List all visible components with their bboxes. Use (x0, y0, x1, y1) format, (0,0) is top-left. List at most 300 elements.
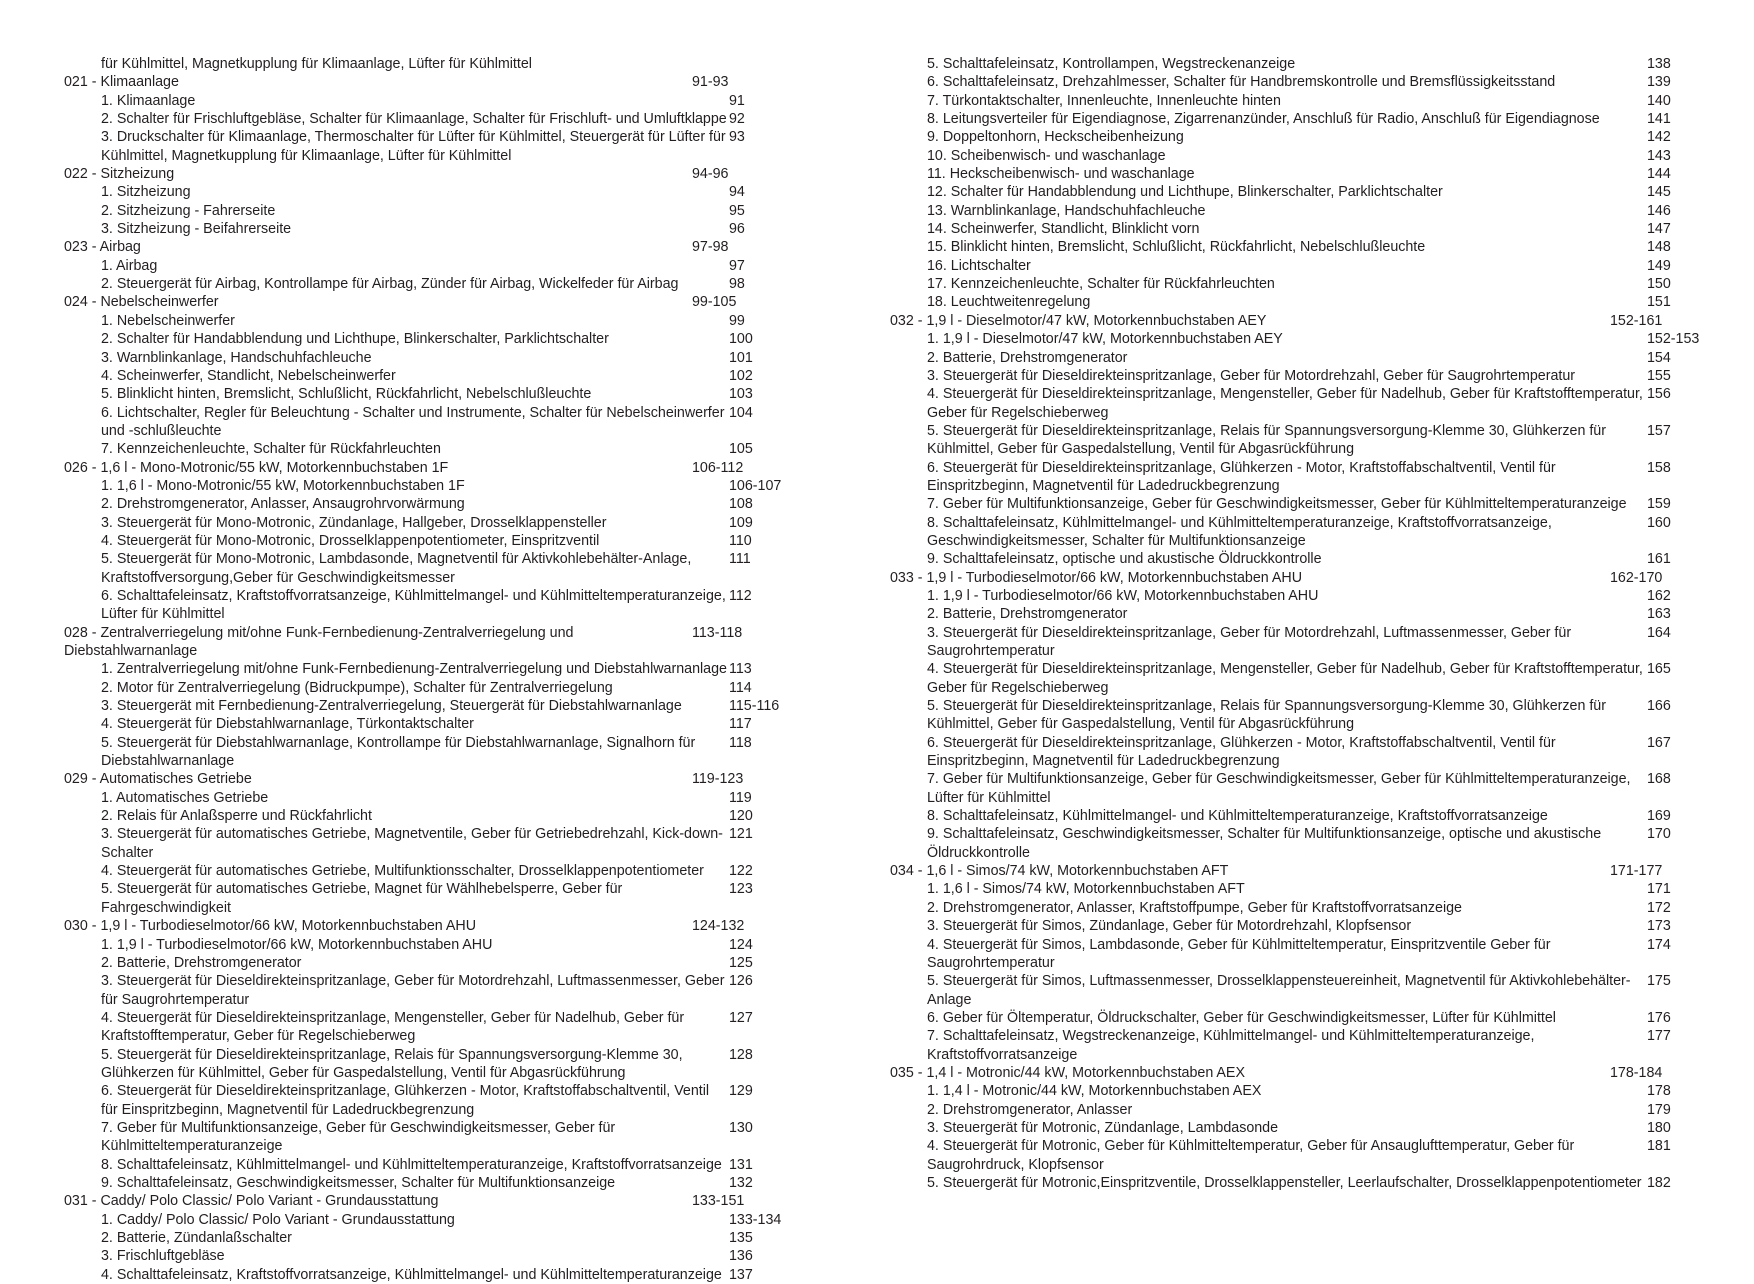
toc-entry-label: 5. Steuergerät für automatisches Getriebe, Magnet für Wählhebelsperre, Geber für Fahrgeschwindigkeit (101, 881, 623, 916)
toc-entry[interactable] (64, 550, 810, 587)
toc-column-left (0, 55, 810, 1284)
toc-entry-label: 1. Automatisches Getriebe (101, 789, 269, 806)
toc-entry-pages: 160 (1647, 514, 1671, 531)
toc-entry-pages: 178 (1647, 1083, 1671, 1100)
toc-entry[interactable] (890, 1174, 1754, 1192)
toc-entry[interactable] (64, 972, 810, 1009)
toc-entry-pages: 173 (1647, 918, 1671, 935)
toc-entry-pages: 145 (1647, 184, 1671, 201)
toc-entry-pages: 108 (729, 496, 753, 513)
toc-entry-label: 7. Kennzeichenleuchte, Schalter für Rückfahrleuchten (101, 441, 441, 458)
toc-entry[interactable] (64, 1009, 810, 1046)
toc-entry-pages: 127 (729, 1009, 753, 1026)
toc-entry-pages: 175 (1647, 973, 1671, 990)
toc-entry[interactable] (64, 936, 810, 954)
toc-entry-label: 2. Batterie, Drehstromgenerator (927, 349, 1128, 366)
toc-entry-pages: 165 (1647, 661, 1671, 678)
toc-entry[interactable] (890, 697, 1754, 734)
toc-entry-pages: 122 (729, 863, 753, 880)
toc-entry-label: 034 - 1,6 l - Simos/74 kW, Motorkennbuchstaben AFT (890, 863, 1229, 880)
toc-entry-pages: 138 (1647, 56, 1671, 72)
toc-entry[interactable] (890, 367, 1754, 385)
toc-entry[interactable] (64, 734, 810, 771)
toc-entry[interactable] (890, 312, 1754, 330)
toc-entry-label: 3. Steuergerät für Mono-Motronic, Zündanlage, Hallgeber, Drosselklappensteller (101, 514, 607, 531)
toc-entry-pages: 113 (729, 661, 752, 678)
toc-entry[interactable] (64, 73, 810, 91)
toc-entry-label: 2. Drehstromgenerator, Anlasser, Ansaugrohrvorwärmung (101, 496, 465, 513)
toc-entry-label: 8. Leitungsverteiler für Eigendiagnose, Zigarrenanzünder, Anschluß für Radio, Anschluß für Eigendiagnose (927, 111, 1600, 128)
toc-entry-label: 6. Steuergerät für Dieseldirekteinspritzanlage, Glühkerzen - Motor, Kraftstoffabschaltventil, Ventil für Einspritzbeginn, Magnetventil für Ladedruckbegrenzung (927, 459, 1556, 494)
toc-entry-pages: 106-112 (692, 459, 744, 476)
toc-entry-pages: 111 (729, 551, 751, 568)
toc-entry-pages: 168 (1647, 771, 1671, 788)
toc-entry-label: 1. Nebelscheinwerfer (101, 312, 235, 329)
toc-entry[interactable] (890, 330, 1754, 348)
toc-entry-label: 1. Airbag (101, 257, 158, 274)
toc-entry[interactable] (890, 660, 1754, 697)
toc-entry[interactable] (64, 660, 810, 678)
toc-entry[interactable] (64, 587, 810, 624)
toc-entry[interactable] (64, 293, 810, 311)
toc-entry[interactable] (64, 495, 810, 513)
toc-entry[interactable] (64, 312, 810, 330)
toc-entry[interactable] (890, 734, 1754, 771)
toc-entry-pages: 124-132 (692, 918, 745, 935)
toc-entry-label: 3. Steuergerät für Dieseldirekteinspritzanlage, Geber für Motordrehzahl, Luftmassenmesser, Geber für Saugrohrtemperatur (101, 973, 725, 1008)
toc-entry-pages: 143 (1647, 147, 1671, 164)
toc-entry-label: 2. Batterie, Drehstromgenerator (927, 606, 1128, 623)
toc-entry-label: 2. Schalter für Frischluftgebläse, Schalter für Klimaanlage, Schalter für Frischluft- und Umluftklappe (101, 111, 727, 128)
toc-entry-label: 4. Scheinwerfer, Standlicht, Nebelscheinwerfer (101, 367, 396, 384)
toc-entry[interactable] (64, 770, 810, 788)
toc-entry-pages: 156 (1647, 386, 1671, 403)
toc-entry-pages: 169 (1647, 808, 1671, 825)
toc-entry-pages: 102 (729, 367, 753, 384)
toc-entry-pages: 97-98 (692, 239, 729, 256)
toc-entry-pages: 94-96 (692, 166, 729, 183)
toc-entry-label: 2. Batterie, Drehstromgenerator (101, 954, 302, 971)
toc-entry[interactable] (64, 367, 810, 385)
toc-entry-pages: 171 (1647, 881, 1671, 898)
toc-entry-pages: 163 (1647, 606, 1671, 623)
toc-entry-label: 1. Caddy/ Polo Classic/ Polo Variant - Grundausstattung (101, 1211, 455, 1228)
toc-entry[interactable] (890, 624, 1754, 661)
toc-entry-pages: 167 (1647, 734, 1671, 751)
toc-entry-pages: 103 (729, 386, 753, 403)
toc-entry-pages: 135 (729, 1230, 753, 1246)
toc-entry-pages: 96 (729, 221, 745, 238)
toc-list-right (890, 55, 1754, 1192)
toc-entry[interactable] (890, 92, 1754, 110)
toc-entry-pages: 128 (729, 1046, 753, 1063)
toc-entry[interactable] (890, 202, 1754, 220)
toc-entry-label: 3. Steuergerät mit Fernbedienung-Zentralverriegelung, Steuergerät für Diebstahlwarnanlage (101, 698, 682, 715)
toc-entry-pages: 119 (729, 789, 752, 806)
toc-entry-pages: 158 (1647, 459, 1671, 476)
toc-entry[interactable] (64, 514, 810, 532)
toc-entry-pages: 101 (729, 349, 753, 366)
toc-entry-label: 3. Frischluftgebläse (101, 1248, 225, 1265)
toc-entry-label: 4. Steuergerät für Motronic, Geber für Kühlmitteltemperatur, Geber für Ansauglufttemperatur, Geber für Saugrohrdruck, Klopfsensor (927, 1138, 1575, 1173)
toc-entry[interactable] (64, 807, 810, 825)
toc-entry-label: 7. Geber für Multifunktionsanzeige, Geber für Geschwindigkeitsmesser, Geber für Kühlmitteltemperaturanzeige (927, 496, 1627, 513)
toc-entry[interactable] (64, 1247, 810, 1265)
toc-entry-label: 6. Schalttafeleinsatz, Kraftstoffvorratsanzeige, Kühlmittelmangel- und Kühlmitteltemperaturanzeige, Lüfter für Kühlmittel (101, 587, 726, 623)
toc-entry[interactable] (890, 220, 1754, 238)
toc-entry[interactable] (890, 165, 1754, 183)
toc-entry-label: 14. Scheinwerfer, Standlicht, Blinklicht vorn (927, 221, 1200, 238)
toc-entry-label: 15. Blinklicht hinten, Bremslicht, Schlußlicht, Rückfahrlicht, Nebelschlußleuchte (927, 239, 1426, 256)
toc-entry-pages: 166 (1647, 698, 1671, 715)
toc-entry-label: 1. 1,9 l - Turbodieselmotor/66 kW, Motorkennbuchstaben AHU (101, 936, 493, 953)
toc-entry-label: 12. Schalter für Handabblendung und Lichthupe, Blinkerschalter, Parklichtschalter (927, 184, 1443, 201)
toc-entry[interactable] (64, 385, 810, 403)
toc-entry-label: 031 - Caddy/ Polo Classic/ Polo Variant - Grundausstattung (64, 1193, 439, 1210)
toc-entry[interactable] (890, 587, 1754, 605)
toc-entry[interactable] (890, 862, 1754, 880)
toc-entry-pages: 176 (1647, 1009, 1671, 1026)
toc-entry[interactable] (890, 807, 1754, 825)
toc-entry-label: 2. Drehstromgenerator, Anlasser (927, 1101, 1133, 1118)
toc-entry[interactable] (64, 275, 810, 293)
toc-entry-label: 5. Steuergerät für Simos, Luftmassenmesser, Drosselklappensteuereinheit, Magnetventil für Aktivkohlebehälter-Anlage (927, 973, 1631, 1008)
toc-entry[interactable] (64, 1174, 810, 1192)
toc-entry[interactable] (64, 202, 810, 220)
toc-entry-pages: 92 (729, 111, 745, 128)
toc-entry-label: 4. Steuergerät für Simos, Lambdasonde, Geber für Kühlmitteltemperatur, Einspritzventile Geber für Saugrohrtemperatur (927, 936, 1551, 971)
toc-entry[interactable] (64, 880, 810, 917)
toc-entry-label: 4. Steuergerät für Diebstahlwarnanlage, Türkontaktschalter (101, 716, 474, 733)
toc-entry[interactable] (890, 569, 1754, 587)
toc-entry[interactable] (64, 789, 810, 807)
toc-entry-label: 2. Steuergerät für Airbag, Kontrollampe für Airbag, Zünder für Airbag, Wickelfeder für Airbag (101, 276, 679, 293)
toc-entry[interactable] (64, 183, 810, 201)
toc-entry-label: 9. Schalttafeleinsatz, Geschwindigkeitsmesser, Schalter für Multifunktionsanzeige (101, 1174, 616, 1191)
toc-entry-pages: 115-116 (729, 698, 780, 715)
toc-entry-label: 3. Warnblinkanlage, Handschuhfachleuche (101, 349, 372, 366)
toc-entry-label: 8. Schalttafeleinsatz, Kühlmittelmangel- und Kühlmitteltemperaturanzeige, Kraftstoffvorratsanzeige, Geschwindigkeitsmesser, Schalter für Multifunktionsanzeige (927, 514, 1552, 549)
toc-entry-pages: 91-93 (692, 74, 729, 91)
toc-entry-label: 4. Steuergerät für Mono-Motronic, Drosselklappenpotentiometer, Einspritzventil (101, 532, 600, 549)
toc-entry-pages: 112 (729, 587, 752, 604)
toc-entry-label: 030 - 1,9 l - Turbodieselmotor/66 kW, Motorkennbuchstaben AHU (64, 918, 477, 935)
toc-entry-pages: 110 (729, 532, 752, 549)
toc-entry-pages: 146 (1647, 202, 1671, 219)
toc-entry-pages: 97 (729, 257, 745, 274)
toc-entry[interactable] (64, 92, 810, 110)
toc-entry[interactable] (890, 880, 1754, 898)
toc-entry[interactable] (64, 330, 810, 348)
toc-entry-pages: 129 (729, 1083, 753, 1100)
toc-entry-label: 9. Schalttafeleinsatz, optische und akustische Öldruckkontrolle (927, 551, 1322, 568)
toc-entry-label: 16. Lichtschalter (927, 257, 1031, 274)
toc-entry[interactable] (890, 238, 1754, 256)
toc-entry-label: 3. Steuergerät für Dieseldirekteinspritzanlage, Geber für Motordrehzahl, Geber für Saugrohrtemperatur (927, 367, 1576, 384)
toc-entry[interactable] (890, 495, 1754, 513)
toc-entry-label: 6. Steuergerät für Dieseldirekteinspritzanlage, Glühkerzen - Motor, Kraftstoffabschaltventil, Ventil für Einspritzbeginn, Magnetventil für Ladedruckbegrenzung (101, 1083, 710, 1118)
toc-entry[interactable] (64, 1229, 810, 1247)
toc-entry[interactable] (64, 404, 810, 441)
toc-entry[interactable] (890, 770, 1754, 807)
toc-entry-pages: 159 (1647, 496, 1671, 513)
toc-entry[interactable] (64, 238, 810, 256)
toc-entry-label: 5. Blinklicht hinten, Bremslicht, Schlußlicht, Rückfahrlicht, Nebelschlußleuchte (101, 386, 592, 403)
toc-entry-pages: 105 (729, 441, 753, 458)
toc-entry[interactable] (890, 917, 1754, 935)
toc-entry-label: 5. Steuergerät für Motronic,Einspritzventile, Drosselklappensteller, Leerlaufschalter, Drosselklappenpotentiometer (927, 1174, 1642, 1191)
toc-entry[interactable] (890, 1009, 1754, 1027)
toc-entry-pages: 171-177 (1610, 863, 1663, 880)
toc-entry-label: 2. Sitzheizung - Fahrerseite (101, 202, 276, 219)
toc-entry-label: 6. Geber für Öltemperatur, Öldruckschalter, Geber für Geschwindigkeitsmesser, Lüfter für Kühlmittel (927, 1009, 1556, 1026)
toc-entry[interactable] (64, 459, 810, 477)
toc-entry[interactable] (64, 715, 810, 733)
toc-entry-pages: 100 (729, 331, 753, 348)
toc-entry[interactable] (64, 1211, 810, 1229)
toc-entry-label: 035 - 1,4 l - Motronic/44 kW, Motorkennbuchstaben AEX (890, 1064, 1245, 1081)
toc-entry[interactable] (64, 624, 810, 661)
toc-entry-pages: 140 (1647, 92, 1671, 109)
toc-entry-label: 8. Schalttafeleinsatz, Kühlmittelmangel- und Kühlmitteltemperaturanzeige, Kraftstoffvorratsanzeige (101, 1156, 722, 1173)
toc-entry[interactable] (890, 110, 1754, 128)
toc-entry-pages: 151 (1647, 294, 1671, 311)
toc-entry-pages: 154 (1647, 349, 1671, 366)
toc-entry[interactable] (64, 349, 810, 367)
toc-entry-label: 3. Steuergerät für automatisches Getriebe, Magnetventile, Geber für Getriebedrehzahl, Kick-down-Schalter (101, 826, 723, 861)
toc-entry-label: 5. Schalttafeleinsatz, Kontrollampen, Wegstreckenanzeige (927, 56, 1296, 72)
toc-entry-label: 17. Kennzeichenleuchte, Schalter für Rückfahrleuchten (927, 276, 1275, 293)
toc-entry[interactable] (64, 477, 810, 495)
toc-entry-label: 9. Schalttafeleinsatz, Geschwindigkeitsmesser, Schalter für Multifunktionsanzeige, optische und akustische Öldruckkontrolle (927, 826, 1602, 861)
toc-entry[interactable] (890, 825, 1754, 862)
toc-entry-label: 1. Sitzheizung (101, 184, 191, 201)
toc-entry-label: 2. Batterie, Zündanlaßschalter (101, 1230, 292, 1246)
toc-entry-label: 3. Steuergerät für Dieseldirekteinspritzanlage, Geber für Motordrehzahl, Luftmassenmesser, Geber für Saugrohrtemperatur (927, 624, 1572, 659)
toc-entry-pages: 137 (729, 1266, 753, 1283)
toc-entry[interactable] (64, 862, 810, 880)
toc-entry-pages: 91 (729, 92, 745, 109)
toc-list-left (64, 55, 810, 1284)
toc-entry-label: 2. Relais für Anlaßsperre und Rückfahrlicht (101, 808, 372, 825)
toc-entry-pages: 123 (729, 881, 753, 898)
toc-entry[interactable] (890, 422, 1754, 459)
toc-entry[interactable] (890, 183, 1754, 201)
toc-entry-pages: 130 (729, 1119, 753, 1136)
toc-entry[interactable] (890, 1119, 1754, 1137)
toc-entry-label: 7. Geber für Multifunktionsanzeige, Geber für Geschwindigkeitsmesser, Geber für Kühlmitteltemperaturanzeige (101, 1119, 616, 1155)
toc-entry-pages: 141 (1647, 111, 1671, 128)
toc-entry-pages: 172 (1647, 899, 1671, 916)
toc-entry-label: 5. Steuergerät für Dieseldirekteinspritzanlage, Relais für Spannungsversorgung-Klemme 30, Glühkerzen für Kühlmittel, Geber für Gaspedalstellung, Ventil für Abgasrückführung (101, 1046, 683, 1081)
toc-entry-pages: 121 (729, 826, 753, 843)
toc-entry-pages: 133-151 (692, 1193, 745, 1210)
toc-entry-pages: 95 (729, 202, 745, 219)
toc-entry-pages: 148 (1647, 239, 1671, 256)
toc-entry-label: 8. Schalttafeleinsatz, Kühlmittelmangel- und Kühlmitteltemperaturanzeige, Kraftstoffvorratsanzeige (927, 808, 1548, 825)
toc-entry[interactable] (890, 514, 1754, 551)
toc-entry[interactable] (890, 275, 1754, 293)
toc-entry-label: 5. Steuergerät für Dieseldirekteinspritzanlage, Relais für Spannungsversorgung-Klemme 30, Glühkerzen für Kühlmittel, Geber für Gaspedalstellung, Ventil für Abgasrückführung (927, 698, 1606, 733)
toc-entry[interactable] (890, 1027, 1754, 1064)
toc-entry[interactable] (890, 257, 1754, 275)
toc-entry-pages: 125 (729, 954, 753, 971)
toc-entry-label: 7. Geber für Multifunktionsanzeige, Geber für Geschwindigkeitsmesser, Geber für Kühlmitteltemperaturanzeige, Lüfter für Kühlmittel (927, 771, 1631, 806)
toc-entry-pages: 106-107 (729, 477, 782, 494)
toc-entry-label: 4. Steuergerät für Dieseldirekteinspritzanlage, Mengensteller, Geber für Nadelhub, Geber für Kraftstofftemperatur, Geber für Regelschieberweg (927, 386, 1643, 421)
toc-entry[interactable] (64, 697, 810, 715)
toc-entry-label: 7. Schalttafeleinsatz, Wegstreckenanzeige, Kühlmittelmangel- und Kühlmitteltemperaturanzeige, Kraftstoffvorratsanzeige (927, 1028, 1535, 1063)
toc-entry-label: 1. 1,6 l - Simos/74 kW, Motorkennbuchstaben AFT (927, 881, 1245, 898)
toc-entry-pages: 162-170 (1610, 569, 1663, 586)
toc-entry[interactable] (890, 605, 1754, 623)
toc-entry[interactable] (64, 1082, 810, 1119)
toc-entry[interactable] (890, 972, 1754, 1009)
toc-entry-label: 11. Heckscheibenwisch- und waschanlage (927, 166, 1195, 183)
toc-entry[interactable] (890, 936, 1754, 973)
toc-entry[interactable] (64, 1119, 810, 1156)
toc-entry-label: 3. Steuergerät für Motronic, Zündanlage, Lambdasonde (927, 1119, 1279, 1136)
toc-entry[interactable] (64, 954, 810, 972)
toc-entry-label: 10. Scheibenwisch- und waschanlage (927, 147, 1166, 164)
toc-entry[interactable] (890, 1137, 1754, 1174)
toc-entry[interactable] (890, 293, 1754, 311)
toc-entry-label: für Kühlmittel, Magnetkupplung für Klimaanlage, Lüfter für Kühlmittel (101, 56, 532, 72)
toc-entry-label: 028 - Zentralverriegelung mit/ohne Funk-Fernbedienung-Zentralverriegelung und Diebstahlwarnanlage (64, 624, 574, 659)
toc-entry[interactable] (64, 220, 810, 238)
toc-entry-pages: 93 (729, 129, 745, 146)
toc-entry-pages: 181 (1647, 1138, 1671, 1155)
toc-entry-label: 2. Schalter für Handabblendung und Lichthupe, Blinkerschalter, Parklichtschalter (101, 331, 609, 348)
toc-entry-label: 3. Sitzheizung - Beifahrerseite (101, 221, 292, 238)
toc-entry-label: 4. Steuergerät für Dieseldirekteinspritzanlage, Mengensteller, Geber für Nadelhub, Geber für Kraftstofftemperatur, Geber für Regelschieberweg (927, 661, 1643, 696)
toc-entry-label: 3. Steuergerät für Simos, Zündanlage, Geber für Motordrehzahl, Klopfsensor (927, 918, 1412, 935)
toc-entry[interactable] (890, 1082, 1754, 1100)
toc-entry[interactable] (890, 385, 1754, 422)
toc-entry-pages: 113-118 (692, 624, 743, 641)
toc-entry-pages: 139 (1647, 74, 1671, 91)
toc-entry-label: 4. Steuergerät für automatisches Getriebe, Multifunktionsschalter, Drosselklappenpotentiometer (101, 863, 704, 880)
toc-entry-pages: 155 (1647, 367, 1671, 384)
toc-entry[interactable] (64, 1156, 810, 1174)
toc-entry-pages: 99-105 (692, 294, 737, 311)
toc-entry[interactable] (64, 257, 810, 275)
toc-entry[interactable] (890, 1101, 1754, 1119)
toc-entry-pages: 114 (729, 679, 752, 696)
toc-entry[interactable] (64, 110, 810, 128)
toc-entry[interactable] (890, 1064, 1754, 1082)
toc-entry-pages: 126 (729, 973, 753, 990)
toc-entry[interactable] (890, 459, 1754, 496)
toc-entry-pages: 119-123 (692, 771, 744, 788)
toc-entry-pages: 164 (1647, 624, 1671, 641)
toc-entry[interactable] (890, 550, 1754, 568)
toc-column-right (810, 55, 1754, 1192)
toc-entry[interactable] (64, 128, 810, 165)
toc-entry-label: 6. Schalttafeleinsatz, Drehzahlmesser, Schalter für Handbremskontrolle und Bremsflüssigkeitsstand (927, 74, 1556, 91)
toc-entry-label: 1. Klimaanlage (101, 92, 196, 109)
toc-entry-pages: 120 (729, 808, 753, 825)
toc-entry-pages: 152-161 (1610, 312, 1663, 329)
toc-entry-pages: 144 (1647, 166, 1671, 183)
toc-entry-label: 032 - 1,9 l - Dieselmotor/47 kW, Motorkennbuchstaben AEY (890, 312, 1267, 329)
toc-entry[interactable] (64, 825, 810, 862)
toc-entry-label: 5. Steuergerät für Diebstahlwarnanlage, Kontrollampe für Diebstahlwarnanlage, Signalhorn für Diebstahlwarnanlage (101, 734, 696, 770)
toc-entry-pages: 147 (1647, 221, 1671, 238)
toc-entry-label: 3. Druckschalter für Klimaanlage, Thermoschalter für Lüfter für Kühlmittel, Steuergerät für Lüfter für Kühlmittel, Magnetkupplung für Klimaanlage, Lüfter für Kühlmittel (101, 129, 726, 164)
toc-entry-pages: 157 (1647, 422, 1671, 439)
toc-entry-pages: 98 (729, 276, 745, 293)
toc-entry[interactable] (890, 73, 1754, 91)
toc-entry-pages: 136 (729, 1248, 753, 1265)
toc-entry-pages: 142 (1647, 129, 1671, 146)
toc-entry-label: 2. Drehstromgenerator, Anlasser, Kraftstoffpumpe, Geber für Kraftstoffvorratsanzeige (927, 899, 1462, 916)
toc-entry-label: 5. Steuergerät für Mono-Motronic, Lambdasonde, Magnetventil für Aktivkohlebehälter-Anlage, Kraftstoffversorgung,Geber für Geschwindigkeitsmesser (101, 551, 692, 586)
toc-entry[interactable] (890, 349, 1754, 367)
toc-entry[interactable] (64, 1046, 810, 1083)
toc-entry[interactable] (64, 679, 810, 697)
toc-entry-pages: 179 (1647, 1101, 1671, 1118)
toc-entry-label: 026 - 1,6 l - Mono-Motronic/55 kW, Motorkennbuchstaben 1F (64, 459, 449, 476)
toc-entry-label: 021 - Klimaanlage (64, 74, 179, 91)
toc-entry[interactable] (890, 55, 1754, 73)
toc-entry-label: 13. Warnblinkanlage, Handschuhfachleuche (927, 202, 1206, 219)
toc-entry-pages: 104 (729, 404, 753, 421)
toc-entry[interactable] (64, 917, 810, 935)
toc-entry-label: 022 - Sitzheizung (64, 166, 175, 183)
toc-entry-pages: 178-184 (1610, 1064, 1663, 1081)
toc-entry-pages: 170 (1647, 826, 1671, 843)
toc-entry-label: 023 - Airbag (64, 239, 141, 256)
toc-entry[interactable] (890, 147, 1754, 165)
toc-entry[interactable] (64, 440, 810, 458)
toc-entry-label: 1. 1,4 l - Motronic/44 kW, Motorkennbuchstaben AEX (927, 1083, 1262, 1100)
toc-entry[interactable] (64, 1266, 810, 1284)
toc-entry-pages: 118 (729, 734, 752, 751)
toc-entry[interactable] (64, 165, 810, 183)
toc-entry[interactable] (64, 532, 810, 550)
toc-entry[interactable] (890, 128, 1754, 146)
toc-entry-label: 4. Schalttafeleinsatz, Kraftstoffvorratsanzeige, Kühlmittelmangel- und Kühlmitteltemperaturanzeige (101, 1266, 722, 1283)
toc-entry-label: 6. Steuergerät für Dieseldirekteinspritzanlage, Glühkerzen - Motor, Kraftstoffabschaltventil, Ventil für Einspritzbeginn, Magnetventil für Ladedruckbegrenzung (927, 734, 1556, 770)
toc-entry-pages: 162 (1647, 587, 1671, 604)
toc-entry-pages: 94 (729, 184, 745, 201)
toc-entry-pages: 177 (1647, 1028, 1671, 1045)
toc-entry-label: 5. Steuergerät für Dieseldirekteinspritzanlage, Relais für Spannungsversorgung-Klemme 30, Glühkerzen für Kühlmittel, Geber für Gaspedalstellung, Ventil für Abgasrückführung (927, 422, 1606, 458)
toc-entry-pages: 99 (729, 312, 745, 329)
toc-entry-label: 024 - Nebelscheinwerfer (64, 294, 219, 311)
toc-entry-label: 9. Doppeltonhorn, Heckscheibenheizung (927, 129, 1184, 146)
toc-entry-pages: 152-153 (1647, 331, 1700, 348)
toc-entry-label: 2. Motor für Zentralverriegelung (Bidruckpumpe), Schalter für Zentralverriegelung (101, 679, 613, 696)
toc-entry-pages: 133-134 (729, 1211, 782, 1228)
toc-entry[interactable] (64, 55, 810, 73)
toc-entry-pages: 109 (729, 514, 753, 531)
toc-entry-label: 033 - 1,9 l - Turbodieselmotor/66 kW, Motorkennbuchstaben AHU (890, 569, 1303, 586)
toc-entry[interactable] (64, 1192, 810, 1210)
toc-entry-label: 1. 1,9 l - Turbodieselmotor/66 kW, Motorkennbuchstaben AHU (927, 587, 1319, 604)
toc-entry[interactable] (890, 899, 1754, 917)
toc-entry-label: 4. Steuergerät für Dieseldirekteinspritzanlage, Mengensteller, Geber für Nadelhub, Geber für Kraftstofftemperatur, Geber für Regelschieberweg (101, 1009, 685, 1045)
toc-entry-label: 18. Leuchtweitenregelung (927, 294, 1091, 311)
toc-entry-label: 1. Zentralverriegelung mit/ohne Funk-Fernbedienung-Zentralverriegelung und Diebstahlwarnanlage (101, 661, 727, 678)
toc-entry-label: 6. Lichtschalter, Regler für Beleuchtung - Schalter und Instrumente, Schalter für Nebelscheinwerfer und -schlußleuchte (101, 404, 725, 439)
toc-entry-label: 1. 1,9 l - Dieselmotor/47 kW, Motorkennbuchstaben AEY (927, 331, 1283, 348)
toc-columns (0, 55, 1754, 1284)
toc-entry-label: 029 - Automatisches Getriebe (64, 771, 252, 788)
toc-entry-pages: 150 (1647, 276, 1671, 293)
toc-entry-pages: 132 (729, 1174, 753, 1191)
